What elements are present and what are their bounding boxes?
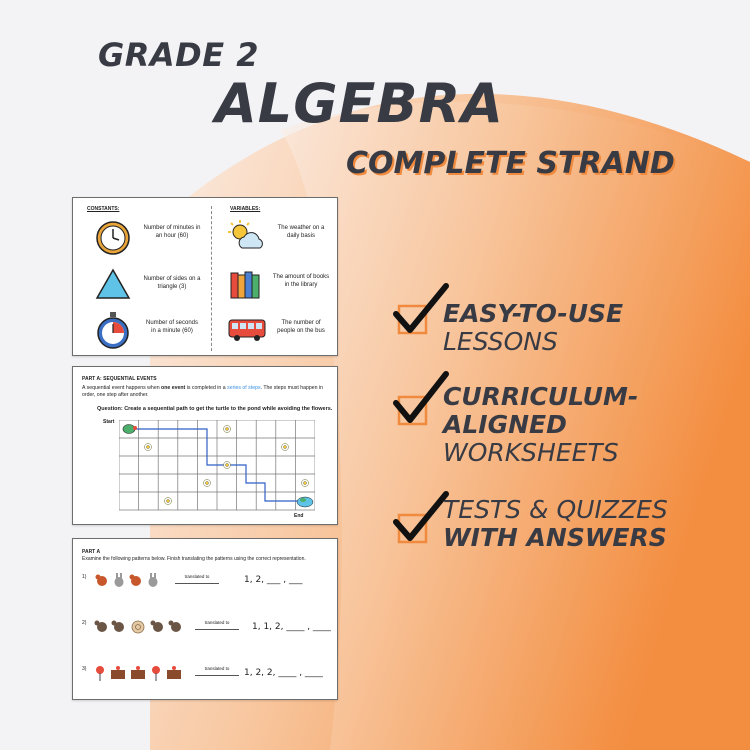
translated-label: translated to bbox=[204, 620, 230, 625]
pattern-sequence: 1, 1, 2, ____ , ____ bbox=[252, 622, 331, 632]
weather-icon bbox=[228, 220, 266, 252]
patterns-instruction: Examine the following patterns below. Finish translating the patterns using the correct representation. bbox=[82, 556, 306, 562]
constant-text-1: Number of minutes in an hour (60) bbox=[143, 225, 201, 239]
pattern-number: 3) bbox=[82, 666, 87, 672]
preview-card-constants bbox=[72, 197, 338, 356]
feature-easy-to-use bbox=[443, 300, 623, 356]
feature-bold-text: ALIGNED bbox=[443, 410, 567, 439]
turtle-icon bbox=[123, 425, 137, 434]
variables-heading: VARIABLES: bbox=[230, 206, 261, 212]
pattern-row bbox=[82, 571, 332, 593]
end-label: End bbox=[294, 513, 304, 519]
triangle-icon bbox=[95, 268, 131, 300]
constant-text-2: Number of sides on a triangle (3) bbox=[143, 276, 201, 290]
pattern-number: 2) bbox=[82, 620, 87, 626]
books-icon bbox=[228, 270, 266, 300]
translated-label: translated to bbox=[204, 666, 230, 671]
preview-card-sequential bbox=[72, 366, 338, 525]
pattern-icons-squirrel-rabbit bbox=[94, 571, 174, 591]
flower-icons bbox=[145, 426, 309, 505]
feature-tests-quizzes bbox=[443, 496, 668, 552]
start-label: Start bbox=[103, 419, 115, 425]
patterns-heading: PART A bbox=[82, 549, 101, 555]
pattern-icons-lollipop-cake bbox=[94, 663, 194, 683]
pond-icon bbox=[297, 497, 313, 507]
path-grid bbox=[119, 420, 315, 512]
feature-bold-text: WITH ANSWERS bbox=[443, 523, 667, 552]
translated-label: translated to bbox=[184, 574, 210, 579]
pattern-sequence: 1, 2, ___ , ___ bbox=[244, 575, 303, 585]
feature-bold-text: CURRICULUM- bbox=[443, 382, 639, 411]
feature-light-text: TESTS & QUIZZES bbox=[443, 495, 668, 524]
column-divider bbox=[211, 206, 212, 351]
preview-card-patterns bbox=[72, 538, 338, 700]
pattern-row bbox=[82, 663, 332, 685]
pattern-sequence: 1, 2, 2, ____ , ____ bbox=[244, 668, 323, 678]
constant-text-3: Number of seconds in a minute (60) bbox=[145, 320, 199, 334]
pattern-number: 1) bbox=[82, 574, 87, 580]
pattern-icons-squirrel-snail bbox=[94, 617, 194, 637]
variable-text-3: The number of people on the bus bbox=[277, 320, 325, 334]
variable-text-2: The amount of books in the library bbox=[272, 274, 330, 288]
bus-icon bbox=[228, 318, 266, 342]
sequential-description: A sequential event happens when one event is completed in a series of steps. The steps must happen in order, one step after another. bbox=[82, 385, 324, 399]
grade-title: GRADE 2 bbox=[98, 36, 259, 74]
translated-line bbox=[175, 583, 219, 584]
subject-title: ALGEBRA bbox=[215, 72, 504, 135]
stopwatch-icon bbox=[95, 311, 131, 349]
sequential-heading: PART A: SEQUENTIAL EVENTS bbox=[82, 376, 157, 382]
feature-bold-text: EASY-TO-USE bbox=[443, 299, 624, 328]
feature-curriculum-aligned bbox=[443, 383, 638, 467]
strand-subtitle: COMPLETE STRAND bbox=[346, 146, 675, 181]
variable-text-1: The weather on a daily basis bbox=[277, 225, 325, 239]
sequential-question: Question: Create a sequential path to get the turtle to the pond while avoiding the flowers. bbox=[97, 406, 333, 412]
clock-icon bbox=[95, 220, 131, 256]
translated-line bbox=[195, 675, 239, 676]
feature-light-text: LESSONS bbox=[443, 327, 558, 356]
constants-heading: CONSTANTS: bbox=[87, 206, 120, 212]
translated-line bbox=[195, 629, 239, 630]
feature-light-text: WORKSHEETS bbox=[443, 438, 619, 467]
pattern-row bbox=[82, 617, 332, 639]
